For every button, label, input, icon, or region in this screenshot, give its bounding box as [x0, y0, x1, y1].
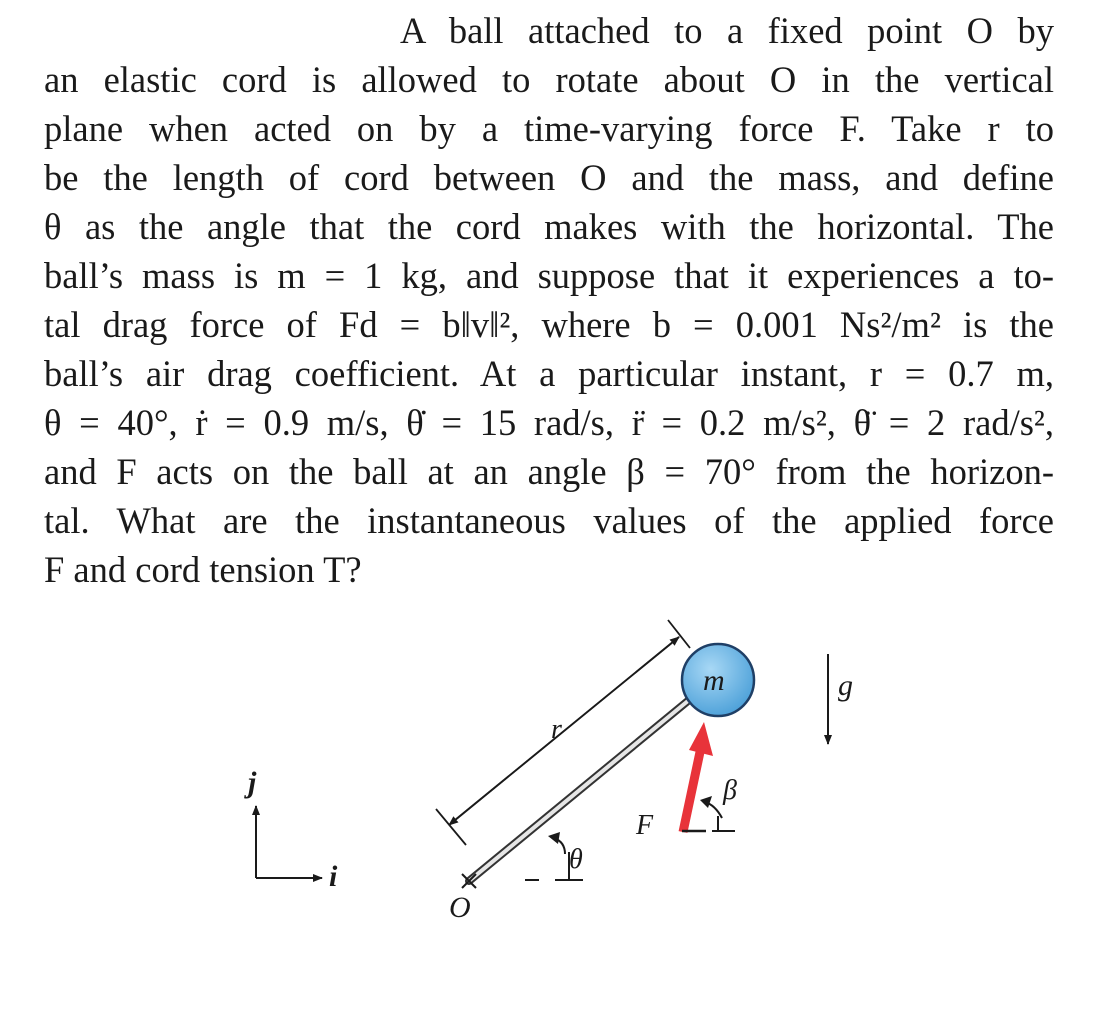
beta-label: β: [723, 775, 737, 806]
problem-line-11: tal. What are the instantaneous values of the applied force: [44, 500, 1054, 541]
r-label: r: [551, 714, 562, 745]
coordinate-axes: [244, 766, 338, 893]
problem-line-5: θ as the angle that the cord makes with the horizontal. The: [44, 206, 1054, 247]
j-axis-label: j: [248, 766, 257, 799]
beta-angle: [700, 775, 737, 831]
problem-line-8: ball’s air drag coefficient. At a particular instant, r = 0.7 m,: [44, 353, 1054, 394]
problem-statement: [44, 6, 1054, 594]
pendulum-figure: [0, 600, 1098, 1020]
theta-label: θ: [569, 844, 583, 875]
i-axis-label: i: [329, 860, 338, 893]
problem-line-3: plane when acted on by a time-varying force F. Take r to: [44, 108, 1054, 149]
problem-line-6: ball’s mass is m = 1 kg, and suppose that it experiences a to-: [44, 255, 1054, 296]
ball: [682, 644, 754, 716]
problem-line-7: tal drag force of Fd = b‖v‖², where b = 0.001 Ns²/m² is the: [44, 304, 1054, 345]
elastic-cord: [469, 691, 700, 881]
mass-label: m: [703, 664, 725, 697]
theta-angle: [525, 832, 583, 880]
problem-line-2: an elastic cord is allowed to rotate about O in the vertical: [44, 59, 1054, 100]
problem-line-4: be the length of cord between O and the mass, and define: [44, 157, 1054, 198]
problem-line-1: A ball attached to a fixed point O by: [400, 10, 1054, 51]
force-label: F: [636, 810, 654, 841]
gravity-indicator: [828, 654, 853, 744]
gravity-label: g: [838, 669, 853, 702]
force-arrow-head: [689, 722, 713, 756]
problem-line-12: F and cord tension T?: [44, 549, 362, 590]
force-arrow-shaft: [683, 752, 700, 832]
origin-label: O: [449, 891, 471, 924]
problem-line-10: and F acts on the ball at an angle β = 70° from the horizon-: [44, 451, 1054, 492]
problem-line-9: θ = 40°, ṙ = 0.9 m/s, θ̇ = 15 rad/s, r̈ = 0.2 m/s², θ̈ = 2 rad/s²,: [44, 402, 1054, 443]
